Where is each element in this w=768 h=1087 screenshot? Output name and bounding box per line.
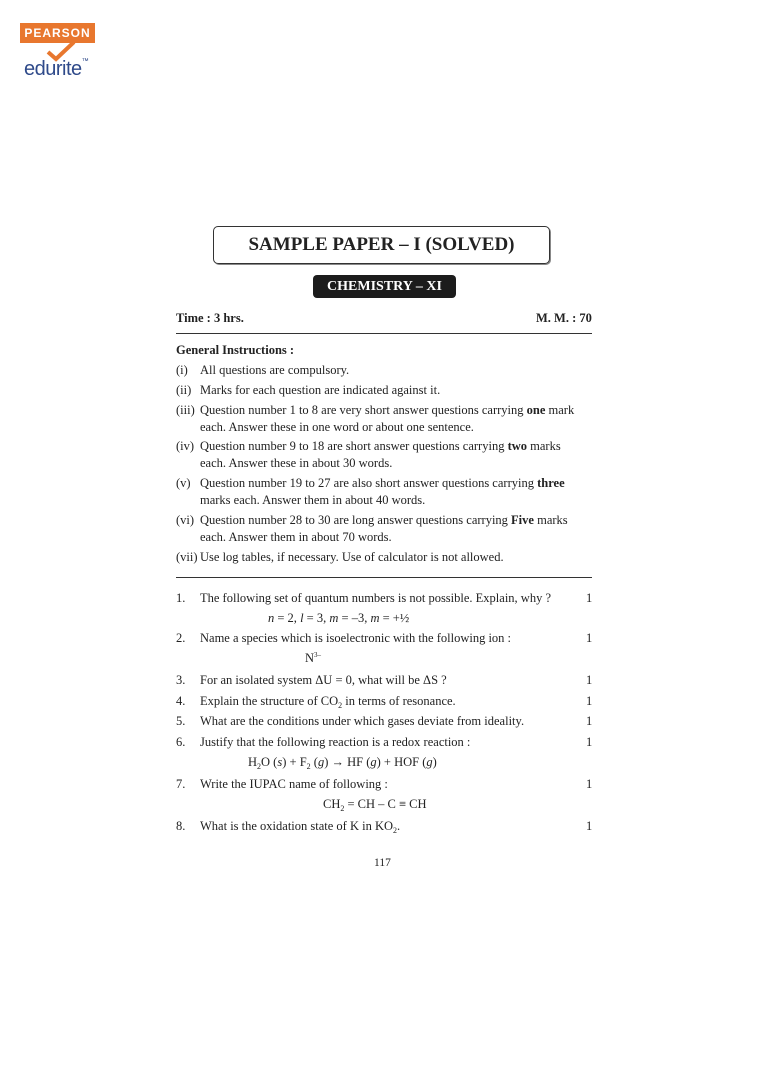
text-segment: 2 (306, 762, 311, 771)
text-segment: marks (527, 439, 561, 453)
text-segment: g (317, 755, 325, 769)
text-segment: ) (432, 755, 437, 769)
text-segment: in terms of resonance. (342, 694, 456, 708)
question-formula (268, 611, 409, 626)
edurite-logo (24, 58, 88, 81)
text-segment: All questions are compulsory. (200, 363, 350, 377)
text-segment: Use log tables, if necessary. Use of calculator is not allowed. (200, 550, 504, 564)
question-number: 3. (176, 673, 186, 687)
text-segment: ) + F (282, 755, 307, 769)
question-marks: 1 (586, 631, 593, 645)
text-segment: What is the oxidation state of K in KO (200, 819, 394, 833)
instruction-text (200, 383, 440, 398)
text-segment: 2 (338, 701, 343, 710)
text-segment: two (507, 439, 528, 453)
text-segment: N (305, 651, 315, 665)
question-marks: 1 (586, 714, 593, 728)
question-formula (323, 797, 427, 812)
text-segment: ( (310, 755, 318, 769)
text-segment: each. Answer these in one word or about one sentence. (200, 420, 474, 434)
question-text (200, 694, 456, 709)
text-segment: . (397, 819, 401, 833)
text-segment: marks each. Answer them in about 40 words. (200, 493, 426, 507)
text-segment: s (277, 755, 283, 769)
question-marks: 1 (586, 777, 593, 791)
text-segment: Five (511, 513, 534, 527)
instruction-text (200, 513, 568, 528)
text-segment: ) → HF ( (324, 755, 371, 769)
text-segment: 2 (340, 804, 345, 813)
text-segment: Justify that the following reaction is a redox reaction : (200, 735, 471, 749)
divider (176, 577, 592, 578)
question-text (200, 735, 470, 750)
instruction-text (200, 439, 561, 454)
instruction-number: (iv) (176, 439, 195, 453)
text-segment: Name a species which is isoelectronic with the following ion : (200, 631, 512, 645)
text-segment: O ( (261, 755, 278, 769)
text-segment: 2 (257, 762, 262, 771)
question-marks: 1 (586, 694, 593, 708)
question-text (200, 673, 447, 688)
divider (176, 333, 592, 334)
text-segment: = 3, (303, 611, 330, 625)
page-number: 117 (374, 857, 391, 869)
question-number: 6. (176, 735, 186, 749)
question-number: 2. (176, 631, 186, 645)
question-marks: 1 (586, 735, 593, 749)
text-segment: Question number 9 to 18 are short answer questions carrying (200, 439, 508, 453)
question-text (200, 819, 400, 834)
text-segment: What are the conditions under which gases deviate from ideality. (200, 714, 525, 728)
question-text (200, 714, 524, 729)
question-formula (305, 651, 321, 666)
text-segment: Question number 1 to 8 are very short answer questions carrying (200, 403, 527, 417)
instruction-text (200, 476, 565, 491)
text-segment: = –3, (338, 611, 371, 625)
instruction-number: (ii) (176, 383, 192, 397)
instruction-number: (i) (176, 363, 188, 377)
question-number: 4. (176, 694, 186, 708)
question-marks: 1 (586, 819, 593, 833)
instruction-number: (iii) (176, 403, 195, 417)
time-label: Time : 3 hrs. (176, 311, 244, 325)
text-segment: one (526, 403, 546, 417)
text-segment: Explain the structure of CO (200, 694, 339, 708)
text-segment: ) + HOF ( (376, 755, 427, 769)
text-segment: CH (323, 797, 341, 811)
text-segment: three (537, 476, 565, 490)
max-marks-label: M. M. : 70 (536, 311, 592, 325)
text-segment: = 2, (274, 611, 301, 625)
text-segment: n (268, 611, 275, 625)
instruction-text (200, 530, 392, 545)
trademark: ™ (81, 58, 89, 65)
question-formula (248, 755, 437, 770)
text-segment: g (370, 755, 377, 769)
text-segment: Write the IUPAC name of following : (200, 777, 388, 791)
text-segment: each. Answer them in about 70 words. (200, 530, 392, 544)
edurite-wordmark: edurite (24, 58, 82, 80)
text-segment: H (248, 755, 258, 769)
instructions-heading: General Instructions : (176, 343, 295, 357)
text-segment: m (329, 611, 339, 625)
instruction-text (200, 493, 425, 508)
instruction-number: (vi) (176, 513, 195, 527)
question-text (200, 591, 551, 606)
question-text (200, 777, 388, 792)
text-segment: 2 (393, 826, 398, 835)
text-segment: g (426, 755, 433, 769)
text-segment: Marks for each question are indicated against it. (200, 383, 441, 397)
question-number: 8. (176, 819, 186, 833)
question-marks: 1 (586, 591, 593, 605)
instruction-number: (v) (176, 476, 191, 490)
text-segment: marks (533, 513, 568, 527)
instruction-text (200, 420, 474, 435)
question-number: 7. (176, 777, 186, 791)
instruction-number: (vii) (176, 550, 198, 564)
page-title: SAMPLE PAPER – I (SOLVED) (213, 226, 550, 264)
text-segment: = +½ (379, 611, 410, 625)
text-segment: mark (545, 403, 575, 417)
pearson-logo: PEARSON (20, 23, 95, 43)
instruction-text (200, 403, 574, 418)
question-marks: 1 (586, 673, 593, 687)
text-segment: each. Answer these in about 30 words. (200, 456, 393, 470)
text-segment: The following set of quantum numbers is not possible. Explain, why ? (200, 591, 551, 605)
instruction-text (200, 363, 349, 378)
question-number: 1. (176, 591, 186, 605)
text-segment: l (300, 611, 304, 625)
text-segment: m (370, 611, 380, 625)
instruction-text (200, 550, 504, 565)
instruction-text (200, 456, 392, 471)
text-segment: 3– (314, 651, 322, 659)
question-text (200, 631, 511, 646)
text-segment: For an isolated system ΔU = 0, what will be ΔS ? (200, 673, 447, 687)
subject-badge: CHEMISTRY – XI (313, 275, 456, 298)
text-segment: Question number 19 to 27 are also short answer questions carrying (200, 476, 538, 490)
text-segment: = CH – C ≡ CH (344, 797, 427, 811)
question-number: 5. (176, 714, 186, 728)
text-segment: Question number 28 to 30 are long answer questions carrying (200, 513, 512, 527)
